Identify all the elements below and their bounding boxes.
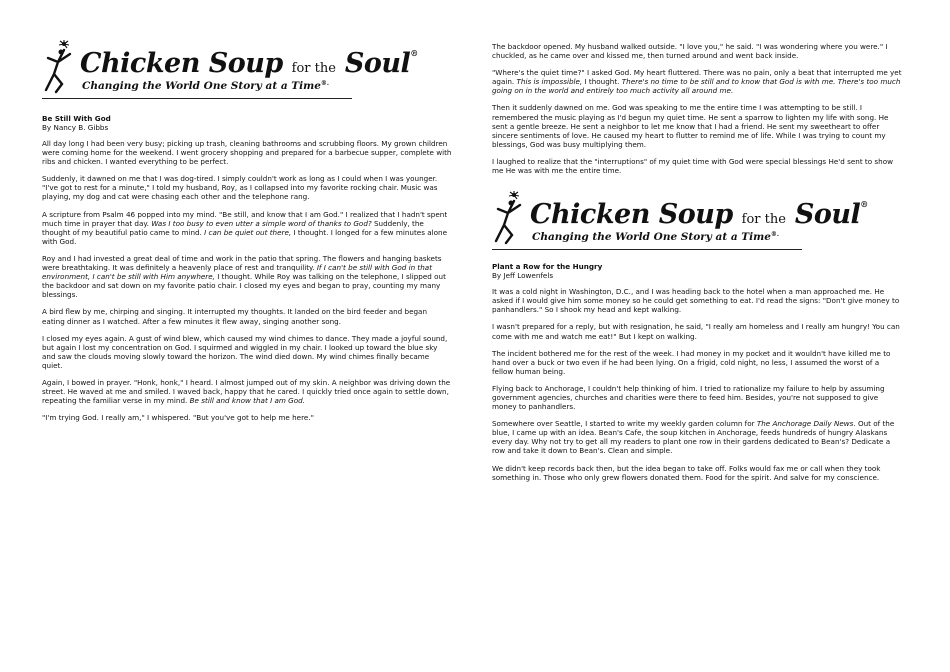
story-paragraph: Roy and I had invested a great deal of time and work in the patio that spring. The flowers and hanging baskets were breathtaking. It was definitely a heavenly place of rest and tranquility. If I can't be still with God in that environment, I can't be still with Him anywhere, I thought. While Roy was talking on the telephone, I slipped out the backdoor and sat down on my favorite patio chair. I closed my eyes and began to pray, counting my many blessings. (42, 253, 446, 300)
story-body (42, 139, 452, 422)
story-paragraph: A bird flew by me, chirping and singing. It interrupted my thoughts. It landed on the bird feeder and began eating dinner as I watched. After a few minutes it flew away, singing another song. (42, 307, 428, 326)
story-paragraph: All day long I had been very busy; picking up trash, cleaning bathrooms and scrubbing floors. My grown children were coming home for the weekend. I went grocery shopping and prepared for a barbecue supper, complete with ribs and chicken. I wanted everything to be perfect. (42, 139, 452, 167)
dancing-figure-icon (492, 191, 532, 245)
story-paragraph: It was a cold night in Washington, D.C., and I was heading back to the hotel when a man approached me. He asked if I would give him some money so he could get something to eat. I'd read the signs: "Don't give money to panhandlers." So I shook my head and kept walking. (492, 287, 900, 315)
story-body-continued (492, 42, 902, 175)
story-paragraph: The incident bothered me for the rest of the week. I had money in my pocket and it wouldn't have killed me to hand over a buck or two even if he had been lying. On a frigid, cold night, no less, I assumed the worst of a fellow human being. (492, 348, 891, 376)
right-column (492, 0, 902, 490)
dancing-figure-icon (42, 40, 82, 94)
story-body (492, 287, 902, 482)
brand-tagline: Changing the World One Story at a Time®. (82, 80, 329, 92)
story-paragraph: Somewhere over Seattle, I started to write my weekly garden column for The Anchorage Daily News. Out of the blue, I came up with an idea. Bean's Cafe, the soup kitchen in Anchorage, feeds hundreds of hungry Alaskans every day. Why not try to get all my readers to plant one row in their gardens dedicated to Bean's? Dedicate a row and take it down to Bean's. Clean and simple. (492, 419, 895, 456)
story-paragraph: Flying back to Anchorage, I couldn't help thinking of him. I tried to rationalize my failure to help by assuming government agencies, churches and charities were there to feed him. Besides, you're not supposed to give money to panhandlers. (492, 383, 885, 412)
story-paragraph: Then it suddenly dawned on me. God was speaking to me the entire time I was attempting to be still. I remembered the music playing as I'd begun my quiet time. He sent a sparrow to lighten my life with song. He sent a gentle breeze. He sent a neighbor to let me know that I had a friend. He sent my sweetheart to offer sincere sentiments of love. He caused my heart to flutter to remind me of life. While I was trying to count my blessings, God was busy multiplying them. (492, 103, 889, 149)
brand-name: Chicken Soup for the Soul® (80, 48, 418, 79)
brand-name: Chicken Soup for the Soul® (530, 199, 868, 231)
story-paragraph: I laughed to realize that the "interruptions" of my quiet time with God were special blessings He'd sent to show me He was with me the entire time. (492, 156, 894, 176)
brand-tagline: Changing the World One Story at a Time®. (532, 231, 779, 244)
story-paragraph: Again, I bowed in prayer. "Honk, honk," I heard. I almost jumped out of my skin. A neighbor was driving down the street. He waved at me and smiled. I waved back, happy that he cared. I quickly tried once again to settle down, repeating the familiar verse in my mind. Be still and know that I am God. (42, 377, 451, 406)
chicken-soup-logo (492, 191, 868, 249)
chicken-soup-logo (42, 40, 418, 98)
story-paragraph: "Where's the quiet time?" I asked God. My heart fluttered. There was no pain, only a beat that interrupted me yet again. This is impossible, I thought. There's no time to be still and to know that God is with me. There's too much going on in the world and entirely too much activity all around me. (492, 68, 902, 96)
story-paragraph: I wasn't prepared for a reply, but with resignation, he said, "I really am homeless and I really am hungry! You can come with me and watch me eat!" But I kept on walking. (492, 322, 900, 341)
story-paragraph: "I'm trying God. I really am," I whispered. "But you've got to help me here." (42, 413, 314, 423)
story-byline: By Nancy B. Gibbs (42, 123, 109, 132)
story-byline: By Jeff Lowenfels (492, 271, 554, 281)
left-column (42, 0, 452, 430)
story-paragraph: The backdoor opened. My husband walked outside. "I love you," he said. "I was wondering where you were." I chuckled, as he came over and kissed me, then turned around and went back inside. (492, 42, 888, 61)
story-title: Be Still With God (42, 114, 111, 123)
story-paragraph: I closed my eyes again. A gust of wind blew, which caused my wind chimes to dance. They made a joyful sound, but again I lost my concentration on God. I squirmed and wiggled in my chair. I looked up toward the blue sky and saw the clouds moving slowly toward the horizon. The wind died down. My wind chimes finally became quiet. (42, 333, 448, 370)
story-paragraph: Suddenly, it dawned on me that I was dog-tired. I simply couldn't work as long as I could when I was younger. "I've got to rest for a minute," I told my husband, Roy, as I collapsed into my favorite rocking chair. Music was playing, my dog and cat were chasing each other and the telephone rang. (42, 174, 438, 202)
story-paragraph: We didn't keep records back then, but the idea began to take off. Folks would fax me or call when they took something in. Those who only grew flowers donated them. Food for the spirit. And salve for my conscience. (492, 463, 881, 482)
story-paragraph: A scripture from Psalm 46 popped into my mind. "Be still, and know that I am God." I realized that I hadn't spent much time in prayer that day. Was I too busy to even utter a simple word of thanks to God? Suddenly, the thought of my beautiful patio came to mind. I can be quiet out there, I thought. I longed for a few minutes alone with God. (42, 209, 448, 246)
story-title: Plant a Row for the Hungry (492, 262, 603, 272)
